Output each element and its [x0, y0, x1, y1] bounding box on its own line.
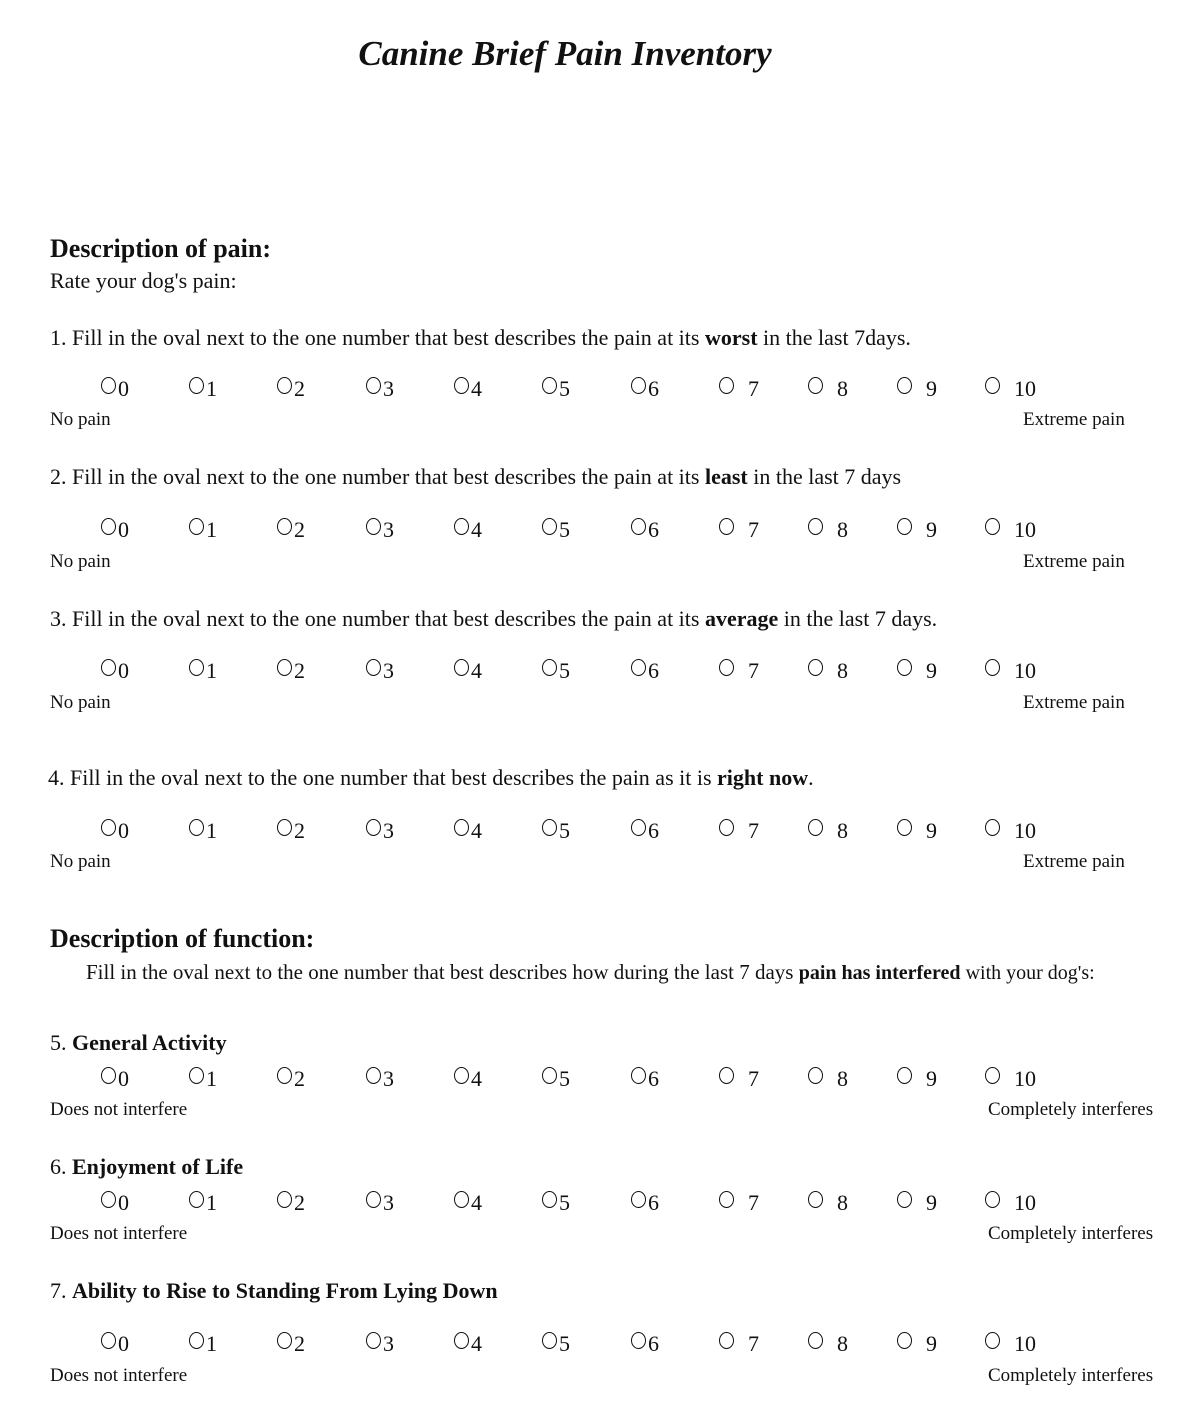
question-4-option-10[interactable]	[985, 812, 1036, 842]
oval-radio-icon[interactable]	[719, 377, 734, 394]
question-6-option-3[interactable]	[366, 1184, 394, 1214]
oval-radio-icon[interactable]	[897, 1332, 912, 1349]
oval-radio-icon[interactable]	[897, 659, 912, 676]
oval-radio-icon[interactable]	[277, 1191, 292, 1208]
question-7-text: 7. Ability to Rise to Standing From Lying Down	[50, 1278, 498, 1303]
option-label: 7	[748, 818, 759, 843]
option-label: 1	[206, 658, 217, 683]
question-5-text: 5. General Activity	[50, 1030, 227, 1055]
question-5-option-8[interactable]	[808, 1060, 848, 1090]
question-4-option-2[interactable]	[277, 812, 305, 842]
question-5-option-0[interactable]	[101, 1060, 129, 1090]
option-label: 10	[1014, 376, 1036, 401]
option-label: 4	[471, 1190, 482, 1215]
option-label: 1	[206, 376, 217, 401]
option-label: 9	[926, 1066, 937, 1091]
option-label: 4	[471, 1066, 482, 1091]
oval-radio-icon[interactable]	[985, 1332, 1000, 1349]
question-7-option-3[interactable]	[366, 1325, 394, 1355]
option-label: 2	[294, 818, 305, 843]
question-2-option-9[interactable]	[897, 511, 937, 541]
pain-section-heading: Description of pain:	[50, 234, 271, 263]
question-2-text: 2. Fill in the oval next to the one number that best describes the pain at its least in the last 7 days	[50, 464, 902, 489]
oval-radio-icon[interactable]	[985, 518, 1000, 535]
oval-radio-icon[interactable]	[808, 659, 823, 676]
question-1-option-5[interactable]	[542, 370, 570, 400]
question-6-option-2[interactable]	[277, 1184, 305, 1214]
question-1-option-4[interactable]	[454, 370, 482, 400]
question-1-option-10[interactable]	[985, 370, 1036, 400]
question-6-option-10[interactable]	[985, 1184, 1036, 1214]
oval-radio-icon[interactable]	[985, 377, 1000, 394]
question-1-option-7[interactable]	[719, 370, 759, 400]
oval-radio-icon[interactable]	[985, 1191, 1000, 1208]
question-5-scale	[0, 1060, 1200, 1090]
oval-radio-icon[interactable]	[454, 819, 469, 836]
question-3-option-2[interactable]	[277, 652, 305, 682]
option-label: 10	[1014, 658, 1036, 683]
option-label: 1	[206, 1331, 217, 1356]
oval-radio-icon[interactable]	[808, 1067, 823, 1084]
question-7-option-5[interactable]	[542, 1325, 570, 1355]
option-label: 10	[1014, 1066, 1036, 1091]
oval-radio-icon[interactable]	[366, 518, 381, 535]
question-4-option-8[interactable]	[808, 812, 848, 842]
option-label: 0	[118, 1190, 129, 1215]
option-label: 4	[471, 818, 482, 843]
option-label: 8	[837, 1190, 848, 1215]
oval-radio-icon[interactable]	[101, 518, 116, 535]
oval-radio-icon[interactable]	[985, 1067, 1000, 1084]
question-2-low-anchor: No pain	[50, 551, 111, 572]
option-label: 2	[294, 1331, 305, 1356]
oval-radio-icon[interactable]	[366, 377, 381, 394]
question-1-text: 1. Fill in the oval next to the one number that best describes the pain at its worst in the last 7days.	[50, 325, 911, 350]
question-2-option-6[interactable]	[631, 511, 659, 541]
oval-radio-icon[interactable]	[897, 1191, 912, 1208]
question-7-high-anchor: Completely interferes	[988, 1365, 1154, 1386]
question-1-option-6[interactable]	[631, 370, 659, 400]
question-5-option-2[interactable]	[277, 1060, 305, 1090]
oval-radio-icon[interactable]	[542, 518, 557, 535]
oval-radio-icon[interactable]	[542, 1332, 557, 1349]
option-label: 9	[926, 1331, 937, 1356]
question-6-low-anchor: Does not interfere	[50, 1223, 188, 1244]
option-label: 7	[748, 1190, 759, 1215]
question-3-text: 3. Fill in the oval next to the one number that best describes the pain at its average in the last 7 days.	[50, 606, 938, 631]
question-7-option-1[interactable]	[189, 1325, 217, 1355]
question-1-option-2[interactable]	[277, 370, 305, 400]
option-label: 2	[294, 658, 305, 683]
oval-radio-icon[interactable]	[631, 819, 646, 836]
option-label: 0	[118, 1066, 129, 1091]
question-2-option-7[interactable]	[719, 511, 759, 541]
option-label: 5	[559, 658, 570, 683]
question-2-option-5[interactable]	[542, 511, 570, 541]
oval-radio-icon[interactable]	[454, 659, 469, 676]
question-4-scale	[0, 812, 1200, 842]
option-label: 0	[118, 517, 129, 542]
option-label: 7	[748, 1066, 759, 1091]
question-3-low-anchor: No pain	[50, 692, 111, 713]
question-3-option-10[interactable]	[985, 652, 1036, 682]
question-5-option-3[interactable]	[366, 1060, 394, 1090]
question-3-option-3[interactable]	[366, 652, 394, 682]
option-label: 10	[1014, 1190, 1036, 1215]
oval-radio-icon[interactable]	[189, 819, 204, 836]
option-label: 8	[837, 818, 848, 843]
option-label: 0	[118, 818, 129, 843]
oval-radio-icon[interactable]	[454, 1191, 469, 1208]
question-4-option-4[interactable]	[454, 812, 482, 842]
question-4-high-anchor: Extreme pain	[1023, 851, 1125, 872]
oval-radio-icon[interactable]	[897, 1067, 912, 1084]
option-label: 6	[648, 376, 659, 401]
form-title: Canine Brief Pain Inventory	[358, 34, 772, 73]
oval-radio-icon[interactable]	[808, 518, 823, 535]
oval-radio-icon[interactable]	[101, 1191, 116, 1208]
option-label: 0	[118, 1331, 129, 1356]
oval-radio-icon[interactable]	[719, 659, 734, 676]
oval-radio-icon[interactable]	[454, 1067, 469, 1084]
option-label: 10	[1014, 1331, 1036, 1356]
question-4-low-anchor: No pain	[50, 851, 111, 872]
oval-radio-icon[interactable]	[542, 659, 557, 676]
question-7-option-9[interactable]	[897, 1325, 937, 1355]
oval-radio-icon[interactable]	[897, 518, 912, 535]
oval-radio-icon[interactable]	[189, 1067, 204, 1084]
oval-radio-icon[interactable]	[366, 659, 381, 676]
option-label: 0	[118, 658, 129, 683]
question-4-option-7[interactable]	[719, 812, 759, 842]
question-5-option-5[interactable]	[542, 1060, 570, 1090]
option-label: 9	[926, 818, 937, 843]
option-label: 10	[1014, 818, 1036, 843]
option-label: 7	[748, 376, 759, 401]
question-1-option-0[interactable]	[101, 370, 129, 400]
function-section-intro: Fill in the oval next to the one number that best describes how during the last 7 days pain has interfered with your dog's:	[86, 960, 1095, 984]
question-4-option-3[interactable]	[366, 812, 394, 842]
option-label: 2	[294, 1190, 305, 1215]
option-label: 5	[559, 376, 570, 401]
question-1-scale	[0, 370, 1200, 400]
question-2-option-3[interactable]	[366, 511, 394, 541]
option-label: 9	[926, 517, 937, 542]
oval-radio-icon[interactable]	[897, 819, 912, 836]
option-label: 8	[837, 517, 848, 542]
question-7-option-7[interactable]	[719, 1325, 759, 1355]
oval-radio-icon[interactable]	[366, 1332, 381, 1349]
oval-radio-icon[interactable]	[277, 659, 292, 676]
oval-radio-icon[interactable]	[277, 819, 292, 836]
oval-radio-icon[interactable]	[189, 518, 204, 535]
oval-radio-icon[interactable]	[631, 1191, 646, 1208]
oval-radio-icon[interactable]	[189, 1191, 204, 1208]
option-label: 4	[471, 658, 482, 683]
option-label: 5	[559, 517, 570, 542]
option-label: 3	[383, 658, 394, 683]
option-label: 1	[206, 1190, 217, 1215]
oval-radio-icon[interactable]	[719, 1332, 734, 1349]
option-label: 5	[559, 1066, 570, 1091]
option-label: 7	[748, 658, 759, 683]
question-7-low-anchor: Does not interfere	[50, 1365, 188, 1386]
oval-radio-icon[interactable]	[101, 659, 116, 676]
question-6-scale	[0, 1184, 1200, 1214]
question-4-option-0[interactable]	[101, 812, 129, 842]
option-label: 3	[383, 1190, 394, 1215]
question-6-option-6[interactable]	[631, 1184, 659, 1214]
oval-radio-icon[interactable]	[808, 377, 823, 394]
oval-radio-icon[interactable]	[719, 518, 734, 535]
option-label: 9	[926, 376, 937, 401]
option-label: 5	[559, 1190, 570, 1215]
oval-radio-icon[interactable]	[719, 1067, 734, 1084]
oval-radio-icon[interactable]	[101, 1332, 116, 1349]
question-5-option-4[interactable]	[454, 1060, 482, 1090]
option-label: 4	[471, 1331, 482, 1356]
oval-radio-icon[interactable]	[454, 377, 469, 394]
question-7-option-10[interactable]	[985, 1325, 1036, 1355]
oval-radio-icon[interactable]	[631, 659, 646, 676]
option-label: 6	[648, 1190, 659, 1215]
oval-radio-icon[interactable]	[189, 377, 204, 394]
oval-radio-icon[interactable]	[542, 1191, 557, 1208]
question-6-option-0[interactable]	[101, 1184, 129, 1214]
oval-radio-icon[interactable]	[808, 1191, 823, 1208]
question-5-option-7[interactable]	[719, 1060, 759, 1090]
option-label: 1	[206, 1066, 217, 1091]
oval-radio-icon[interactable]	[366, 1067, 381, 1084]
option-label: 8	[837, 1066, 848, 1091]
option-label: 9	[926, 658, 937, 683]
oval-radio-icon[interactable]	[277, 1332, 292, 1349]
question-1-low-anchor: No pain	[50, 409, 111, 430]
option-label: 5	[559, 818, 570, 843]
question-4-option-9[interactable]	[897, 812, 937, 842]
question-7-option-4[interactable]	[454, 1325, 482, 1355]
option-label: 1	[206, 517, 217, 542]
question-6-option-8[interactable]	[808, 1184, 848, 1214]
question-2-option-2[interactable]	[277, 511, 305, 541]
oval-radio-icon[interactable]	[985, 819, 1000, 836]
option-label: 5	[559, 1331, 570, 1356]
oval-radio-icon[interactable]	[808, 819, 823, 836]
option-label: 6	[648, 517, 659, 542]
oval-radio-icon[interactable]	[808, 1332, 823, 1349]
question-6-option-7[interactable]	[719, 1184, 759, 1214]
question-5-option-10[interactable]	[985, 1060, 1036, 1090]
question-2-option-0[interactable]	[101, 511, 129, 541]
option-label: 6	[648, 1066, 659, 1091]
oval-radio-icon[interactable]	[101, 1067, 116, 1084]
oval-radio-icon[interactable]	[101, 377, 116, 394]
oval-radio-icon[interactable]	[366, 819, 381, 836]
option-label: 10	[1014, 517, 1036, 542]
option-label: 8	[837, 376, 848, 401]
option-label: 4	[471, 376, 482, 401]
question-2-high-anchor: Extreme pain	[1023, 551, 1125, 572]
question-4-option-5[interactable]	[542, 812, 570, 842]
question-6-option-4[interactable]	[454, 1184, 482, 1214]
oval-radio-icon[interactable]	[189, 659, 204, 676]
pain-section-intro: Rate your dog's pain:	[50, 268, 237, 293]
option-label: 2	[294, 376, 305, 401]
oval-radio-icon[interactable]	[277, 518, 292, 535]
oval-radio-icon[interactable]	[277, 1067, 292, 1084]
oval-radio-icon[interactable]	[277, 377, 292, 394]
option-label: 3	[383, 517, 394, 542]
question-5-low-anchor: Does not interfere	[50, 1099, 188, 1120]
question-3-option-1[interactable]	[189, 652, 217, 682]
oval-radio-icon[interactable]	[631, 1332, 646, 1349]
question-7-option-0[interactable]	[101, 1325, 129, 1355]
question-5-high-anchor: Completely interferes	[988, 1099, 1154, 1120]
question-2-option-1[interactable]	[189, 511, 217, 541]
option-label: 2	[294, 1066, 305, 1091]
question-2-option-10[interactable]	[985, 511, 1036, 541]
question-7-option-8[interactable]	[808, 1325, 848, 1355]
question-7-scale	[0, 1325, 1200, 1355]
option-label: 2	[294, 517, 305, 542]
oval-radio-icon[interactable]	[897, 377, 912, 394]
option-label: 6	[648, 1331, 659, 1356]
question-2-scale	[0, 511, 1200, 541]
option-label: 3	[383, 1331, 394, 1356]
option-label: 8	[837, 658, 848, 683]
oval-radio-icon[interactable]	[101, 819, 116, 836]
question-1-option-1[interactable]	[189, 370, 217, 400]
question-3-high-anchor: Extreme pain	[1023, 692, 1125, 713]
option-label: 7	[748, 517, 759, 542]
question-3-option-9[interactable]	[897, 652, 937, 682]
oval-radio-icon[interactable]	[719, 819, 734, 836]
oval-radio-icon[interactable]	[542, 819, 557, 836]
oval-radio-icon[interactable]	[542, 377, 557, 394]
oval-radio-icon[interactable]	[631, 518, 646, 535]
oval-radio-icon[interactable]	[366, 1191, 381, 1208]
question-6-high-anchor: Completely interferes	[988, 1223, 1154, 1244]
question-1-high-anchor: Extreme pain	[1023, 409, 1125, 430]
question-3-scale	[0, 652, 1200, 682]
question-1-option-8[interactable]	[808, 370, 848, 400]
question-6-option-9[interactable]	[897, 1184, 937, 1214]
option-label: 7	[748, 1331, 759, 1356]
question-7-option-6[interactable]	[631, 1325, 659, 1355]
option-label: 3	[383, 376, 394, 401]
question-4-option-6[interactable]	[631, 812, 659, 842]
question-5-option-1[interactable]	[189, 1060, 217, 1090]
oval-radio-icon[interactable]	[631, 377, 646, 394]
question-1-option-9[interactable]	[897, 370, 937, 400]
oval-radio-icon[interactable]	[454, 518, 469, 535]
option-label: 4	[471, 517, 482, 542]
question-6-option-5[interactable]	[542, 1184, 570, 1214]
question-3-option-4[interactable]	[454, 652, 482, 682]
function-section-heading: Description of function:	[50, 924, 315, 953]
option-label: 0	[118, 376, 129, 401]
question-5-option-6[interactable]	[631, 1060, 659, 1090]
question-7-option-2[interactable]	[277, 1325, 305, 1355]
oval-radio-icon[interactable]	[542, 1067, 557, 1084]
option-label: 1	[206, 818, 217, 843]
question-1-option-3[interactable]	[366, 370, 394, 400]
question-2-option-4[interactable]	[454, 511, 482, 541]
option-label: 3	[383, 818, 394, 843]
option-label: 3	[383, 1066, 394, 1091]
question-3-option-8[interactable]	[808, 652, 848, 682]
oval-radio-icon[interactable]	[985, 659, 1000, 676]
option-label: 9	[926, 1190, 937, 1215]
oval-radio-icon[interactable]	[631, 1067, 646, 1084]
question-6-text: 6. Enjoyment of Life	[50, 1154, 244, 1179]
option-label: 8	[837, 1331, 848, 1356]
question-2-option-8[interactable]	[808, 511, 848, 541]
question-4-option-1[interactable]	[189, 812, 217, 842]
oval-radio-icon[interactable]	[719, 1191, 734, 1208]
question-6-option-1[interactable]	[189, 1184, 217, 1214]
question-5-option-9[interactable]	[897, 1060, 937, 1090]
option-label: 6	[648, 658, 659, 683]
question-3-option-0[interactable]	[101, 652, 129, 682]
question-4-text: 4. Fill in the oval next to the one number that best describes the pain as it is right now.	[48, 765, 814, 790]
option-label: 6	[648, 818, 659, 843]
oval-radio-icon[interactable]	[189, 1332, 204, 1349]
question-3-option-5[interactable]	[542, 652, 570, 682]
oval-radio-icon[interactable]	[454, 1332, 469, 1349]
question-3-option-7[interactable]	[719, 652, 759, 682]
question-3-option-6[interactable]	[631, 652, 659, 682]
